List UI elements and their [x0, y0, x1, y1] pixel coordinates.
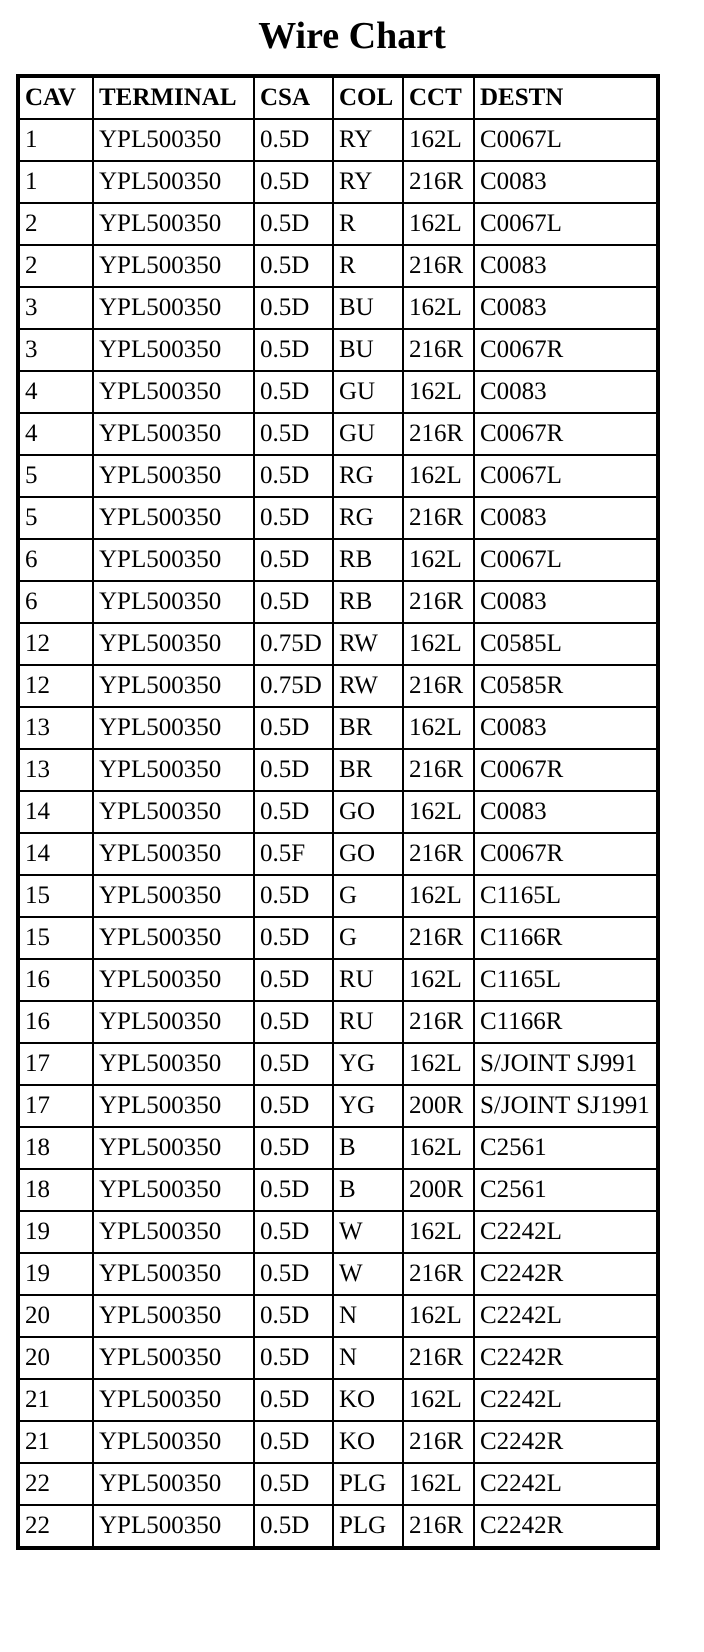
cell-col: W — [333, 1253, 403, 1295]
cell-col: R — [333, 203, 403, 245]
table-row — [18, 1463, 658, 1505]
cell-cct: 162L — [403, 791, 474, 833]
cell-csa: 0.75D — [254, 623, 333, 665]
cell-terminal: YPL500350 — [93, 1085, 254, 1127]
cell-cav: 20 — [18, 1295, 93, 1337]
cell-terminal: YPL500350 — [93, 1505, 254, 1548]
cell-col: N — [333, 1337, 403, 1379]
cell-col: PLG — [333, 1505, 403, 1548]
cell-col: GU — [333, 371, 403, 413]
table-row — [18, 1085, 658, 1127]
cell-cct: 162L — [403, 1211, 474, 1253]
table-row — [18, 1295, 658, 1337]
cell-terminal: YPL500350 — [93, 1337, 254, 1379]
cell-cav: 22 — [18, 1463, 93, 1505]
cell-csa: 0.5D — [254, 959, 333, 1001]
table-row — [18, 791, 658, 833]
cell-col: RW — [333, 623, 403, 665]
cell-terminal: YPL500350 — [93, 707, 254, 749]
table-row — [18, 875, 658, 917]
table-row — [18, 1253, 658, 1295]
cell-destn: C2242R — [474, 1253, 658, 1295]
cell-cav: 12 — [18, 623, 93, 665]
cell-col: RU — [333, 1001, 403, 1043]
cell-cct: 162L — [403, 203, 474, 245]
cell-destn: C2242L — [474, 1211, 658, 1253]
cell-csa: 0.5D — [254, 119, 333, 161]
table-row — [18, 1127, 658, 1169]
cell-cct: 216R — [403, 917, 474, 959]
cell-csa: 0.5D — [254, 749, 333, 791]
cell-col: RG — [333, 455, 403, 497]
cell-col: BU — [333, 287, 403, 329]
cell-cct: 216R — [403, 161, 474, 203]
cell-col: R — [333, 245, 403, 287]
cell-col: PLG — [333, 1463, 403, 1505]
cell-cav: 1 — [18, 119, 93, 161]
cell-destn: C0067R — [474, 833, 658, 875]
cell-cav: 5 — [18, 455, 93, 497]
cell-col: KO — [333, 1379, 403, 1421]
cell-col: RY — [333, 119, 403, 161]
cell-terminal: YPL500350 — [93, 581, 254, 623]
cell-terminal: YPL500350 — [93, 539, 254, 581]
cell-terminal: YPL500350 — [93, 329, 254, 371]
cell-cct: 162L — [403, 1295, 474, 1337]
cell-destn: C0083 — [474, 287, 658, 329]
cell-csa: 0.5D — [254, 1505, 333, 1548]
cell-cct: 162L — [403, 371, 474, 413]
cell-terminal: YPL500350 — [93, 791, 254, 833]
table-row — [18, 497, 658, 539]
column-header-terminal: TERMINAL — [93, 76, 254, 119]
cell-cav: 16 — [18, 959, 93, 1001]
table-row — [18, 329, 658, 371]
table-row — [18, 1421, 658, 1463]
cell-csa: 0.5D — [254, 1127, 333, 1169]
cell-col: N — [333, 1295, 403, 1337]
cell-cct: 162L — [403, 623, 474, 665]
cell-cct: 216R — [403, 665, 474, 707]
cell-cav: 21 — [18, 1421, 93, 1463]
cell-terminal: YPL500350 — [93, 1379, 254, 1421]
cell-csa: 0.5D — [254, 1379, 333, 1421]
cell-cct: 162L — [403, 1127, 474, 1169]
cell-destn: C2242R — [474, 1337, 658, 1379]
table-row — [18, 287, 658, 329]
cell-cav: 17 — [18, 1043, 93, 1085]
cell-cav: 4 — [18, 413, 93, 455]
cell-destn: C0083 — [474, 581, 658, 623]
table-row — [18, 665, 658, 707]
cell-csa: 0.5D — [254, 203, 333, 245]
table-row — [18, 959, 658, 1001]
cell-terminal: YPL500350 — [93, 1001, 254, 1043]
cell-csa: 0.5D — [254, 371, 333, 413]
cell-cct: 216R — [403, 833, 474, 875]
table-row — [18, 581, 658, 623]
cell-col: BU — [333, 329, 403, 371]
cell-terminal: YPL500350 — [93, 455, 254, 497]
cell-destn: C2561 — [474, 1169, 658, 1211]
cell-destn: C0083 — [474, 245, 658, 287]
cell-cct: 162L — [403, 707, 474, 749]
cell-cct: 216R — [403, 329, 474, 371]
cell-csa: 0.5D — [254, 1253, 333, 1295]
cell-destn: S/JOINT SJ1991 — [474, 1085, 658, 1127]
cell-destn: C0067R — [474, 329, 658, 371]
column-header-cav: CAV — [18, 76, 93, 119]
cell-col: RY — [333, 161, 403, 203]
cell-cav: 14 — [18, 791, 93, 833]
cell-cct: 200R — [403, 1085, 474, 1127]
cell-col: B — [333, 1169, 403, 1211]
table-row — [18, 119, 658, 161]
table-row — [18, 1505, 658, 1548]
cell-csa: 0.5D — [254, 287, 333, 329]
cell-cav: 2 — [18, 203, 93, 245]
table-row — [18, 1211, 658, 1253]
cell-destn: C0083 — [474, 371, 658, 413]
cell-destn: C1166R — [474, 917, 658, 959]
cell-terminal: YPL500350 — [93, 1043, 254, 1085]
cell-destn: C1165L — [474, 875, 658, 917]
table-row — [18, 707, 658, 749]
cell-cct: 162L — [403, 959, 474, 1001]
cell-terminal: YPL500350 — [93, 959, 254, 1001]
cell-csa: 0.5D — [254, 917, 333, 959]
column-header-destn: DESTN — [474, 76, 658, 119]
cell-csa: 0.5D — [254, 707, 333, 749]
cell-col: RG — [333, 497, 403, 539]
cell-terminal: YPL500350 — [93, 1127, 254, 1169]
cell-cav: 1 — [18, 161, 93, 203]
cell-destn: C1166R — [474, 1001, 658, 1043]
cell-csa: 0.5D — [254, 1211, 333, 1253]
cell-cav: 17 — [18, 1085, 93, 1127]
cell-csa: 0.5D — [254, 245, 333, 287]
cell-destn: S/JOINT SJ991 — [474, 1043, 658, 1085]
cell-cav: 14 — [18, 833, 93, 875]
cell-cct: 162L — [403, 539, 474, 581]
cell-col: YG — [333, 1085, 403, 1127]
cell-csa: 0.5D — [254, 581, 333, 623]
cell-terminal: YPL500350 — [93, 1211, 254, 1253]
cell-cct: 216R — [403, 581, 474, 623]
cell-cav: 3 — [18, 287, 93, 329]
cell-cav: 19 — [18, 1211, 93, 1253]
column-header-cct: CCT — [403, 76, 474, 119]
table-row — [18, 455, 658, 497]
cell-cav: 2 — [18, 245, 93, 287]
wire-chart-table — [16, 74, 660, 1550]
cell-cav: 6 — [18, 581, 93, 623]
cell-destn: C2242L — [474, 1379, 658, 1421]
cell-destn: C0083 — [474, 791, 658, 833]
cell-cct: 200R — [403, 1169, 474, 1211]
cell-csa: 0.5D — [254, 1085, 333, 1127]
cell-terminal: YPL500350 — [93, 161, 254, 203]
cell-terminal: YPL500350 — [93, 749, 254, 791]
cell-cct: 162L — [403, 1463, 474, 1505]
cell-destn: C0083 — [474, 707, 658, 749]
cell-cct: 162L — [403, 119, 474, 161]
cell-cct: 162L — [403, 287, 474, 329]
cell-destn: C0585R — [474, 665, 658, 707]
cell-csa: 0.5D — [254, 1337, 333, 1379]
cell-col: W — [333, 1211, 403, 1253]
table-row — [18, 371, 658, 413]
cell-csa: 0.5D — [254, 875, 333, 917]
cell-csa: 0.5D — [254, 791, 333, 833]
table-row — [18, 749, 658, 791]
column-header-csa: CSA — [254, 76, 333, 119]
cell-col: RU — [333, 959, 403, 1001]
cell-terminal: YPL500350 — [93, 413, 254, 455]
cell-destn: C2242L — [474, 1295, 658, 1337]
cell-col: GU — [333, 413, 403, 455]
cell-terminal: YPL500350 — [93, 917, 254, 959]
cell-terminal: YPL500350 — [93, 371, 254, 413]
table-row — [18, 1001, 658, 1043]
cell-cct: 162L — [403, 455, 474, 497]
cell-csa: 0.5D — [254, 329, 333, 371]
table-row — [18, 623, 658, 665]
cell-terminal: YPL500350 — [93, 1253, 254, 1295]
cell-cav: 15 — [18, 875, 93, 917]
cell-csa: 0.5D — [254, 539, 333, 581]
cell-col: YG — [333, 1043, 403, 1085]
cell-csa: 0.5D — [254, 1295, 333, 1337]
table-row — [18, 203, 658, 245]
cell-col: RW — [333, 665, 403, 707]
cell-cav: 4 — [18, 371, 93, 413]
table-header-row — [18, 76, 658, 119]
cell-col: BR — [333, 749, 403, 791]
cell-cct: 216R — [403, 1505, 474, 1548]
cell-terminal: YPL500350 — [93, 875, 254, 917]
table-row — [18, 539, 658, 581]
table-row — [18, 413, 658, 455]
cell-col: RB — [333, 581, 403, 623]
cell-csa: 0.5D — [254, 1001, 333, 1043]
cell-csa: 0.5D — [254, 1169, 333, 1211]
table-row — [18, 245, 658, 287]
cell-cct: 162L — [403, 875, 474, 917]
table-row — [18, 1379, 658, 1421]
cell-destn: C0067R — [474, 413, 658, 455]
cell-destn: C0067L — [474, 119, 658, 161]
cell-csa: 0.5F — [254, 833, 333, 875]
cell-csa: 0.5D — [254, 1043, 333, 1085]
cell-col: G — [333, 917, 403, 959]
cell-destn: C0083 — [474, 497, 658, 539]
cell-destn: C0067R — [474, 749, 658, 791]
cell-cav: 16 — [18, 1001, 93, 1043]
cell-destn: C0585L — [474, 623, 658, 665]
cell-csa: 0.5D — [254, 1463, 333, 1505]
cell-cav: 6 — [18, 539, 93, 581]
cell-cct: 216R — [403, 1001, 474, 1043]
cell-cav: 22 — [18, 1505, 93, 1548]
cell-cct: 216R — [403, 413, 474, 455]
cell-destn: C0067L — [474, 539, 658, 581]
cell-cav: 13 — [18, 707, 93, 749]
cell-terminal: YPL500350 — [93, 1421, 254, 1463]
page-title: Wire Chart — [258, 15, 446, 57]
cell-destn: C0083 — [474, 161, 658, 203]
cell-terminal: YPL500350 — [93, 1295, 254, 1337]
cell-cav: 20 — [18, 1337, 93, 1379]
cell-cct: 162L — [403, 1379, 474, 1421]
cell-cct: 162L — [403, 1043, 474, 1085]
cell-col: KO — [333, 1421, 403, 1463]
cell-col: GO — [333, 791, 403, 833]
table-row — [18, 833, 658, 875]
table-row — [18, 1337, 658, 1379]
cell-terminal: YPL500350 — [93, 497, 254, 539]
cell-destn: C0067L — [474, 455, 658, 497]
cell-terminal: YPL500350 — [93, 665, 254, 707]
cell-csa: 0.5D — [254, 497, 333, 539]
table-row — [18, 1169, 658, 1211]
cell-terminal: YPL500350 — [93, 245, 254, 287]
cell-col: GO — [333, 833, 403, 875]
table-row — [18, 917, 658, 959]
cell-cct: 216R — [403, 1337, 474, 1379]
cell-terminal: YPL500350 — [93, 833, 254, 875]
cell-destn: C1165L — [474, 959, 658, 1001]
table-row — [18, 1043, 658, 1085]
cell-col: BR — [333, 707, 403, 749]
table-body — [18, 119, 658, 1548]
cell-cav: 21 — [18, 1379, 93, 1421]
cell-terminal: YPL500350 — [93, 1463, 254, 1505]
cell-cav: 5 — [18, 497, 93, 539]
cell-cct: 216R — [403, 1253, 474, 1295]
cell-terminal: YPL500350 — [93, 203, 254, 245]
cell-cav: 19 — [18, 1253, 93, 1295]
cell-col: RB — [333, 539, 403, 581]
cell-col: G — [333, 875, 403, 917]
cell-csa: 0.5D — [254, 413, 333, 455]
cell-cct: 216R — [403, 245, 474, 287]
cell-csa: 0.5D — [254, 455, 333, 497]
cell-terminal: YPL500350 — [93, 119, 254, 161]
cell-destn: C0067L — [474, 203, 658, 245]
table-row — [18, 161, 658, 203]
cell-cct: 216R — [403, 1421, 474, 1463]
cell-cct: 216R — [403, 497, 474, 539]
cell-cav: 18 — [18, 1169, 93, 1211]
cell-terminal: YPL500350 — [93, 623, 254, 665]
cell-destn: C2242L — [474, 1463, 658, 1505]
cell-cav: 3 — [18, 329, 93, 371]
cell-terminal: YPL500350 — [93, 287, 254, 329]
cell-cav: 18 — [18, 1127, 93, 1169]
cell-col: B — [333, 1127, 403, 1169]
cell-cav: 13 — [18, 749, 93, 791]
cell-destn: C2561 — [474, 1127, 658, 1169]
cell-cct: 216R — [403, 749, 474, 791]
cell-terminal: YPL500350 — [93, 1169, 254, 1211]
cell-destn: C2242R — [474, 1421, 658, 1463]
column-header-col: COL — [333, 76, 403, 119]
cell-cav: 12 — [18, 665, 93, 707]
cell-cav: 15 — [18, 917, 93, 959]
cell-csa: 0.5D — [254, 1421, 333, 1463]
cell-csa: 0.5D — [254, 161, 333, 203]
cell-csa: 0.75D — [254, 665, 333, 707]
cell-destn: C2242R — [474, 1505, 658, 1548]
